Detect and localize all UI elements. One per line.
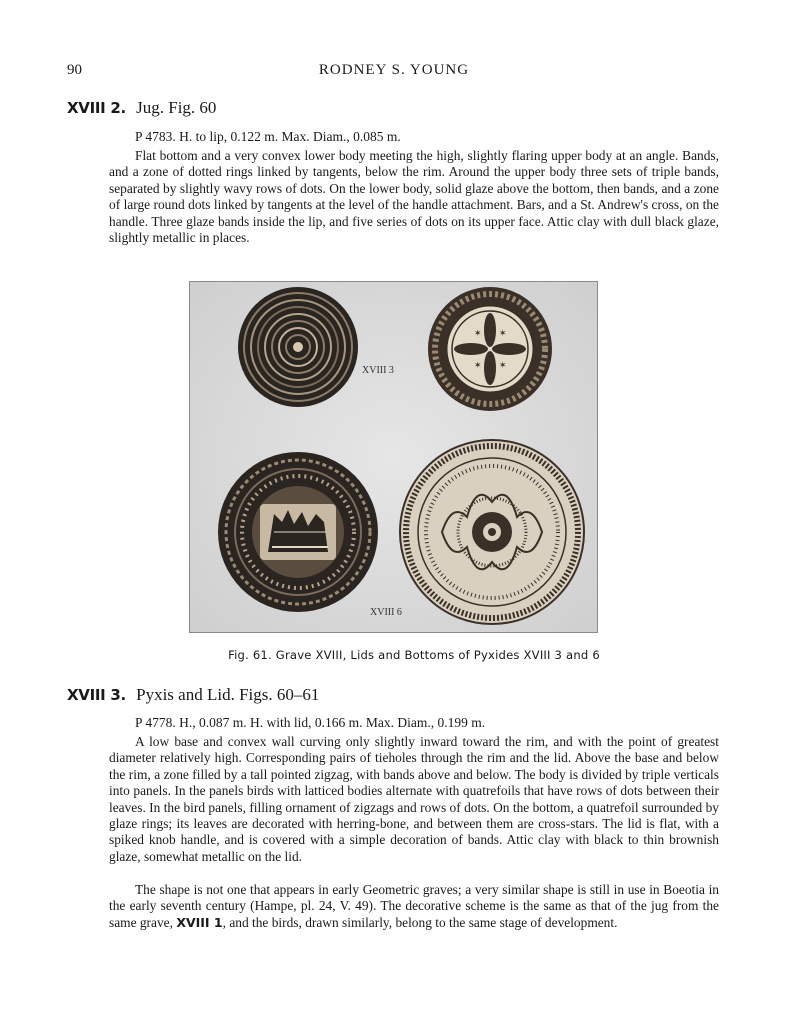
svg-text:✶: ✶ [499,329,507,339]
discussion-text-end: , and the birds, drawn similarly, belong to the same stage of development. [222,914,618,930]
running-head: RODNEY S. YOUNG [318,62,470,78]
entry-heading-xviii-3 [67,685,319,705]
cross-reference: XVIII 1 [176,914,223,930]
entry-id: XVIII 3. [67,686,126,704]
lid-xviii-3 [238,287,358,407]
svg-text:✶: ✶ [474,361,482,371]
page-number: 90 [67,62,82,78]
figure-caption: Fig. 61. Grave XVIII, Lids and Bottoms of Pyxides XVIII 3 and 6 [228,648,600,662]
figure-plate [189,281,598,633]
svg-text:✶: ✶ [474,329,482,339]
plate-label-bottom: XVIII 6 [370,607,402,618]
entry-specs: P 4778. H., 0.087 m. H. with lid, 0.166 m. Max. Diam., 0.199 m. [135,715,486,730]
entry-discussion [109,882,719,931]
entry-title: Pyxis and Lid. Figs. 60–61 [136,685,320,704]
plate-label-top: XVIII 3 [362,365,394,376]
entry-specs: P 4783. H. to lip, 0.122 m. Max. Diam., 0.085 m. [135,129,401,144]
entry-title: Jug. Fig. 60 [136,98,217,117]
entry-description: A low base and convex wall curving only slightly inward toward the rim, and with the point of greatest diameter relatively high. Corresponding pairs of tieholes through the rim and the lid. Above the base and below the rim, a zone filled by a tall pointed zigzag, with bands above and below. The body is divided by triple verticals into panels. In the panels birds with latticed bodies alternate with quatrefoils that have rows of dots between their leaves. In the bird panels, filling ornament of zigzags and rows of dots. On the bottom, a quatrefoil surrounded by glaze rings; its leaves are decorated with herring-bone, and between them are cross-stars. The lid is flat, with a spiked knob handle, and is covered with a simple decoration of bands. Attic clay with black to thin brownish glaze, somewhat metallic on the lid. [109,734,719,864]
svg-text:✶: ✶ [499,361,507,371]
pyxis-bottom-xviii-3 [428,287,552,411]
pyxis-bottom-xviii-6 [400,440,584,624]
pyxides-photograph [190,282,597,632]
lid-xviii-6 [218,452,378,612]
entry-heading-xviii-2 [67,98,216,118]
entry-description: Flat bottom and a very convex lower body meeting the high, slightly flaring upper body at an angle. Bands, and a zone of dotted rings linked by tangents, below the rim. Around the upper body three sets of triple bands, separated by slightly wavy rows of dots. On the lower body, solid glaze above the bottom, then bands, and a zone of large round dots linked by tangents at the level of the handle attachment. Bars, and a St. Andrew's cross, on the handle. Three glaze bands inside the lip, and five series of dots on its upper face. Attic clay with dull black glaze, slightly metallic in places. [109,148,719,246]
discussion-text-start: The shape is not one that appears in early Geometric graves; a very similar shape is still in use in Boeotia in the early seventh century (Hampe, pl. 24, V. 49). The decorative scheme is the same as that of the jug from the same grave, [109,882,719,930]
page-header [67,62,721,82]
entry-id: XVIII 2. [67,99,126,117]
